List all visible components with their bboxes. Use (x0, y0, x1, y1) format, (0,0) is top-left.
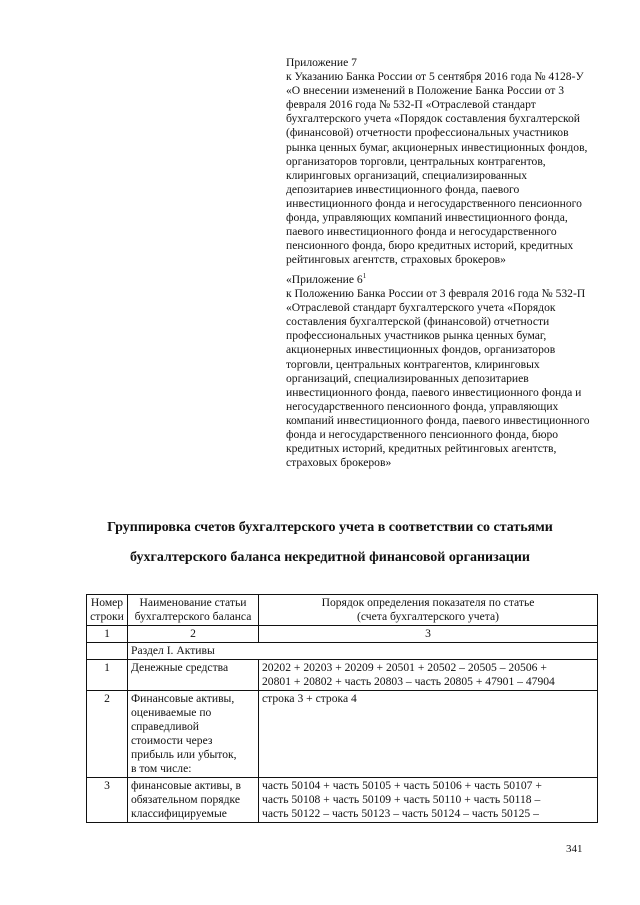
row-item-name: Финансовые активы, оцениваемые по справедливой стоимости через прибыль или убыток, в том числе: (128, 691, 259, 778)
section-empty-cell (87, 643, 128, 660)
annex-7-block (286, 56, 616, 267)
row-number: 1 (87, 660, 128, 691)
annex-6-body: к Положению Банка России от 3 февраля 2016 года № 532-П «Отраслевой стандарт бухгалтерского учета «Порядок составления бухгалтерской (финансовой) отчетности профессиональных участников рынка ценных бумаг, акционерных инвестиционных фондов, организаторов торговли, центральных контрагентов, клиринговых организаций, специализированных депозитариев инвестиционного фонда, паевого инвестиционного фонда и негосударственного пенсионного фонда, управляющих компаний инвестиционного фонда, паевого инвестиционного фонда и негосударственного пенсионного фонда, бюро кредитных историй, кредитных рейтинговых агентств, страховых брокеров» (286, 287, 590, 470)
section-row (87, 643, 598, 660)
column-number-2: 2 (128, 626, 259, 643)
annex-7-title: Приложение 7 (286, 56, 357, 69)
document-heading-line-2: бухгалтерского баланса некредитной финансовой организации (130, 550, 530, 565)
annex-6-title: «Приложение 6 (286, 273, 363, 286)
table-header-row (87, 595, 598, 626)
column-number-3: 3 (259, 626, 598, 643)
annex-7-body: к Указанию Банка России от 5 сентября 2016 года № 4128-У «О внесении изменений в Положение Банка России от 3 февраля 2016 года № 532-П «Отраслевой стандарт бухгалтерского учета «Порядок составления бухгалтерской (финансовой) отчетности профессиональных участников рынка ценных бумаг, акционерных инвестиционных фондов, организаторов торговли, центральных контрагентов, клиринговых организаций, специализированных депозитариев инвестиционного фонда, паевого инвестиционного фонда и негосударственного пенсионного фонда, управляющих компаний инвестиционного фонда, паевого инвестиционного фонда и негосударственного пенсионного фонда, бюро кредитных историй, кредитных рейтинговых агентств, страховых брокеров» (286, 70, 588, 267)
header-item-name: Наименование статьи бухгалтерского баланса (128, 595, 259, 626)
row-rule: 20202 + 20203 + 20209 + 20501 + 20502 – 20505 – 20506 + 20801 + 20802 + часть 20803 – часть 20805 + 47901 – 47904 (259, 660, 598, 691)
annex-6-block (286, 273, 616, 470)
document-heading-line-1: Группировка счетов бухгалтерского учета в соответствии со статьями (107, 520, 553, 535)
table-row (87, 691, 598, 778)
column-number-row (87, 626, 598, 643)
column-number-1: 1 (87, 626, 128, 643)
header-determination-rule: Порядок определения показателя по статье (счета бухгалтерского учета) (259, 595, 598, 626)
row-number: 2 (87, 691, 128, 778)
table-row (87, 778, 598, 823)
annex-6-title-line (286, 273, 616, 287)
row-item-name: Денежные средства (128, 660, 259, 691)
accounts-grouping-table (86, 594, 598, 823)
section-title: Раздел I. Активы (128, 643, 598, 660)
row-item-name: финансовые активы, в обязательном порядке классифицируемые (128, 778, 259, 823)
row-rule: часть 50104 + часть 50105 + часть 50106 + часть 50107 + часть 50108 + часть 50109 + часть 50110 + часть 50118 – часть 50122 – часть 50123 – часть 50124 – часть 50125 – (259, 778, 598, 823)
annex-6-title-superscript: 1 (362, 272, 367, 281)
row-number: 3 (87, 778, 128, 823)
row-rule: строка 3 + строка 4 (259, 691, 598, 778)
header-row-number: Номер строки (87, 595, 128, 626)
page-number: 341 (566, 843, 583, 855)
table-row (87, 660, 598, 691)
